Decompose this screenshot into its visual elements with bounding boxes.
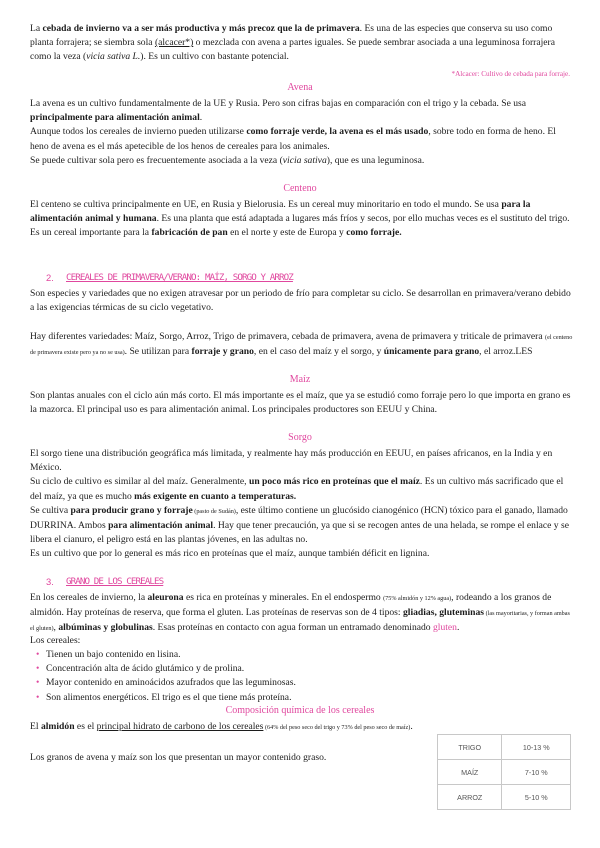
maiz-heading: Maíz	[289, 374, 311, 385]
text: , este último contiene un glucósido cianogénico (HCN) tóxico para el ganado, llamado DURRINA. Ambos	[30, 504, 568, 532]
text: es el	[74, 721, 97, 732]
underlined-text: principal hidrato de carbono de los cereales	[96, 721, 264, 732]
gluten-highlight: gluten	[433, 622, 457, 634]
table-row	[438, 760, 571, 785]
text: Hay diferentes variedades: Maíz, Sorgo, Arroz, Trigo de primavera, cebada de primavera, avena de primavera y triticale de primavera	[30, 331, 546, 342]
bold-text: cebada de invierno va a ser más productiva y más precoz que la de primavera	[42, 23, 360, 34]
bullet-icon: •	[36, 677, 40, 689]
text: Su ciclo de cultivo es similar al del maíz. Generalmente,	[30, 476, 249, 488]
grasa-paragraph: Los granos de avena y maíz son los que presentan un mayor contenido graso.	[30, 752, 327, 763]
bold-text: para la alimentación animal y humana	[30, 199, 531, 225]
table-cell-value: 7-10 %	[502, 760, 571, 785]
bullet-icon: •	[36, 663, 40, 675]
list-item-text: Tienen un bajo contenido en lisina.	[46, 649, 181, 660]
footnote-alcacer: *Alcacer: Cultivo de cebada para forraje.	[451, 70, 570, 78]
text: ,	[53, 622, 59, 634]
text: .	[456, 622, 460, 634]
section-title-3: GRANO DE LOS CEREALES	[66, 576, 164, 587]
list-item	[34, 691, 454, 705]
text: . Es una planta que está adaptada a lugares más fríos y secos, por ello muchas veces es el sustituto del trigo. Es un cereal importante para la	[30, 213, 570, 239]
bold-text: almidón	[40, 721, 75, 732]
bold-text: forraje y grano	[191, 346, 254, 358]
list-item	[34, 676, 454, 690]
centeno-heading: Centeno	[283, 183, 317, 194]
text: , sobre todo en forma de heno. El heno de avena es el más apetecible de los henos de cereales para los animales.	[30, 126, 556, 152]
bold-text: como forraje verde, la avena es el más usado	[246, 126, 429, 138]
text: . Es una de las especies que conserva su uso como planta forrajera; se siembra sola	[30, 23, 553, 49]
cebada-paragraph	[30, 22, 575, 65]
text: o mezclada con avena a partes iguales. Se puede sembrar asociada a una leguminosa forrajera como la veza (	[30, 37, 556, 63]
text: El centeno se cultiva principalmente en UE, en Rusia y Bielorusia. Es un cereal muy minoritario en todo el mundo. Se usa	[30, 199, 502, 210]
list-item	[34, 648, 454, 662]
text: . Es un cultivo más sacrificado que el del maíz, ya que es mucho	[30, 476, 564, 502]
text: .	[199, 112, 203, 124]
sorgo-heading: Sorgo	[288, 432, 312, 443]
table-cell-name: ARROZ	[438, 785, 502, 810]
text: ), que es una leguminosa.	[326, 154, 425, 166]
text: El	[30, 721, 41, 732]
bullet-icon: •	[36, 691, 40, 703]
bold-text: albúminas y globulinas	[58, 622, 153, 634]
fat-content-table	[437, 734, 571, 810]
avena-paragraph	[30, 97, 575, 168]
text: En los cereales de invierno, la	[30, 592, 148, 603]
text: Se puede cultivar sola pero es frecuentemente asociada a la veza (	[30, 154, 283, 166]
text: Se cultiva	[30, 504, 71, 516]
table-cell-value: 5-10 %	[502, 785, 571, 810]
bold-text: aleurona	[147, 592, 184, 603]
bold-text: para producir grano y forraje	[70, 504, 193, 516]
grano-paragraph	[30, 591, 575, 637]
section2-intro: Son especies y variedades que no exigen atravesar por un periodo de frío para completar su ciclo. Se desarrollan en primavera/verano debido a las exigencias térmicas de su ciclo vegetativo.	[30, 288, 571, 314]
underlined-text: (alcacer*)	[154, 37, 194, 49]
text: Es un cultivo que por lo general es más rico en proteínas que el maíz, aunque también déficit en lignina.	[30, 548, 430, 560]
italic-text: vicia sativa	[282, 154, 327, 166]
maiz-paragraph: Son plantas anuales con el ciclo aún más corto. El más importante es el maíz, que ya se estudió como forraje pero lo que importa en grano es la mazorca. El principal uso es para alimentación animal. Los principales productores son EEUU y China.	[30, 390, 571, 416]
table-cell-value: 10-13 %	[502, 735, 571, 760]
text: . Esas proteínas en contacto con agua forman un entramado denominado	[152, 622, 433, 634]
centeno-paragraph	[30, 198, 575, 241]
bold-text: como forraje.	[346, 227, 402, 239]
table-cell-name: MAÍZ	[438, 760, 502, 785]
section-title-2: CEREALES DE PRIMAVERA/VERANO: MAÍZ, SORGO Y ARROZ	[66, 272, 293, 283]
avena-heading: Avena	[287, 82, 313, 93]
cereales-bullet-list	[34, 648, 454, 705]
table-row	[438, 735, 571, 760]
cereales-label: Los cereales:	[30, 635, 81, 646]
italic-text: vicia sativa L.	[86, 51, 141, 63]
text: El sorgo tiene una distribución geográfica más limitada, y realmente hay más producción en EEUU, en países africanos, en la India y en México.	[30, 448, 553, 474]
text: es rica en proteínas y minerales. En el endospermo	[183, 592, 384, 603]
bold-text: principalmente para alimentación animal	[30, 112, 200, 124]
bold-text: únicamente para grano	[383, 346, 480, 358]
bullet-icon: •	[36, 649, 40, 660]
text: . Se utilizan para	[124, 346, 192, 358]
bold-text: gliadias, gluteminas	[402, 607, 485, 619]
text: , el arroz.LES	[479, 346, 533, 358]
text: La	[30, 23, 43, 34]
small-text: (75% almidón y 12% agua)	[383, 595, 452, 602]
small-text: (pasto de Sudán)	[192, 507, 236, 515]
bold-text: un poco más rico en proteínas que el maíz	[248, 476, 420, 488]
small-text: (64% del peso seco del trigo y 73% del peso seco de maíz)	[263, 724, 411, 731]
small-text: (las mayoritarias, y forman ambas el gluten)	[30, 610, 570, 633]
almidon-paragraph	[30, 720, 425, 735]
text: , rodeando a los granos de almidón. Hay proteínas de reserva, que forma el gluten. Las proteínas de reservas son de 4 tipos:	[30, 592, 552, 619]
bold-text: fabricación de pan	[151, 227, 228, 239]
list-item	[34, 662, 454, 676]
text: Aunque todos los cereales de invierno pueden utilizarse	[30, 126, 247, 138]
composicion-heading: Composición química de los cereales	[225, 705, 375, 716]
small-text: (el centeno de primavera existe pero ya no se usa)	[30, 334, 573, 357]
table-row	[438, 785, 571, 810]
list-item-text: Son alimentos energéticos. El trigo es el que tiene más proteína.	[46, 691, 292, 703]
list-item-text: Mayor contenido en aminoácidos azufrados que las leguminosas.	[46, 677, 296, 689]
text: , en el caso del maíz y el sorgo, y	[253, 346, 384, 358]
section-number-2: 2.	[46, 272, 54, 283]
sorgo-paragraph	[30, 447, 575, 562]
bold-text: más exigente en cuanto a temperaturas.	[134, 490, 297, 502]
text: en el norte y este de Europa y	[227, 227, 347, 239]
bold-text: para alimentación animal	[108, 520, 214, 532]
list-item-text: Concentración alta de ácido glutámico y de prolina.	[46, 663, 245, 675]
section2-varieties	[30, 330, 575, 360]
text: . Hay que tener precaución, ya que si se recogen antes de una helada, se rompe el enlace y se libera el cianuro, el peligro está en las plantas jóvenes, en las adultas no.	[30, 520, 569, 546]
table-cell-name: TRIGO	[438, 735, 502, 760]
text: ). Es un cultivo con bastante potencial.	[140, 51, 289, 63]
text: .	[410, 721, 413, 732]
text: La avena es un cultivo fundamentalmente de la UE y Rusia. Pero son cifras bajas en comparación con el trigo y la cebada. Se usa	[30, 98, 527, 109]
section-number-3: 3.	[46, 576, 54, 587]
